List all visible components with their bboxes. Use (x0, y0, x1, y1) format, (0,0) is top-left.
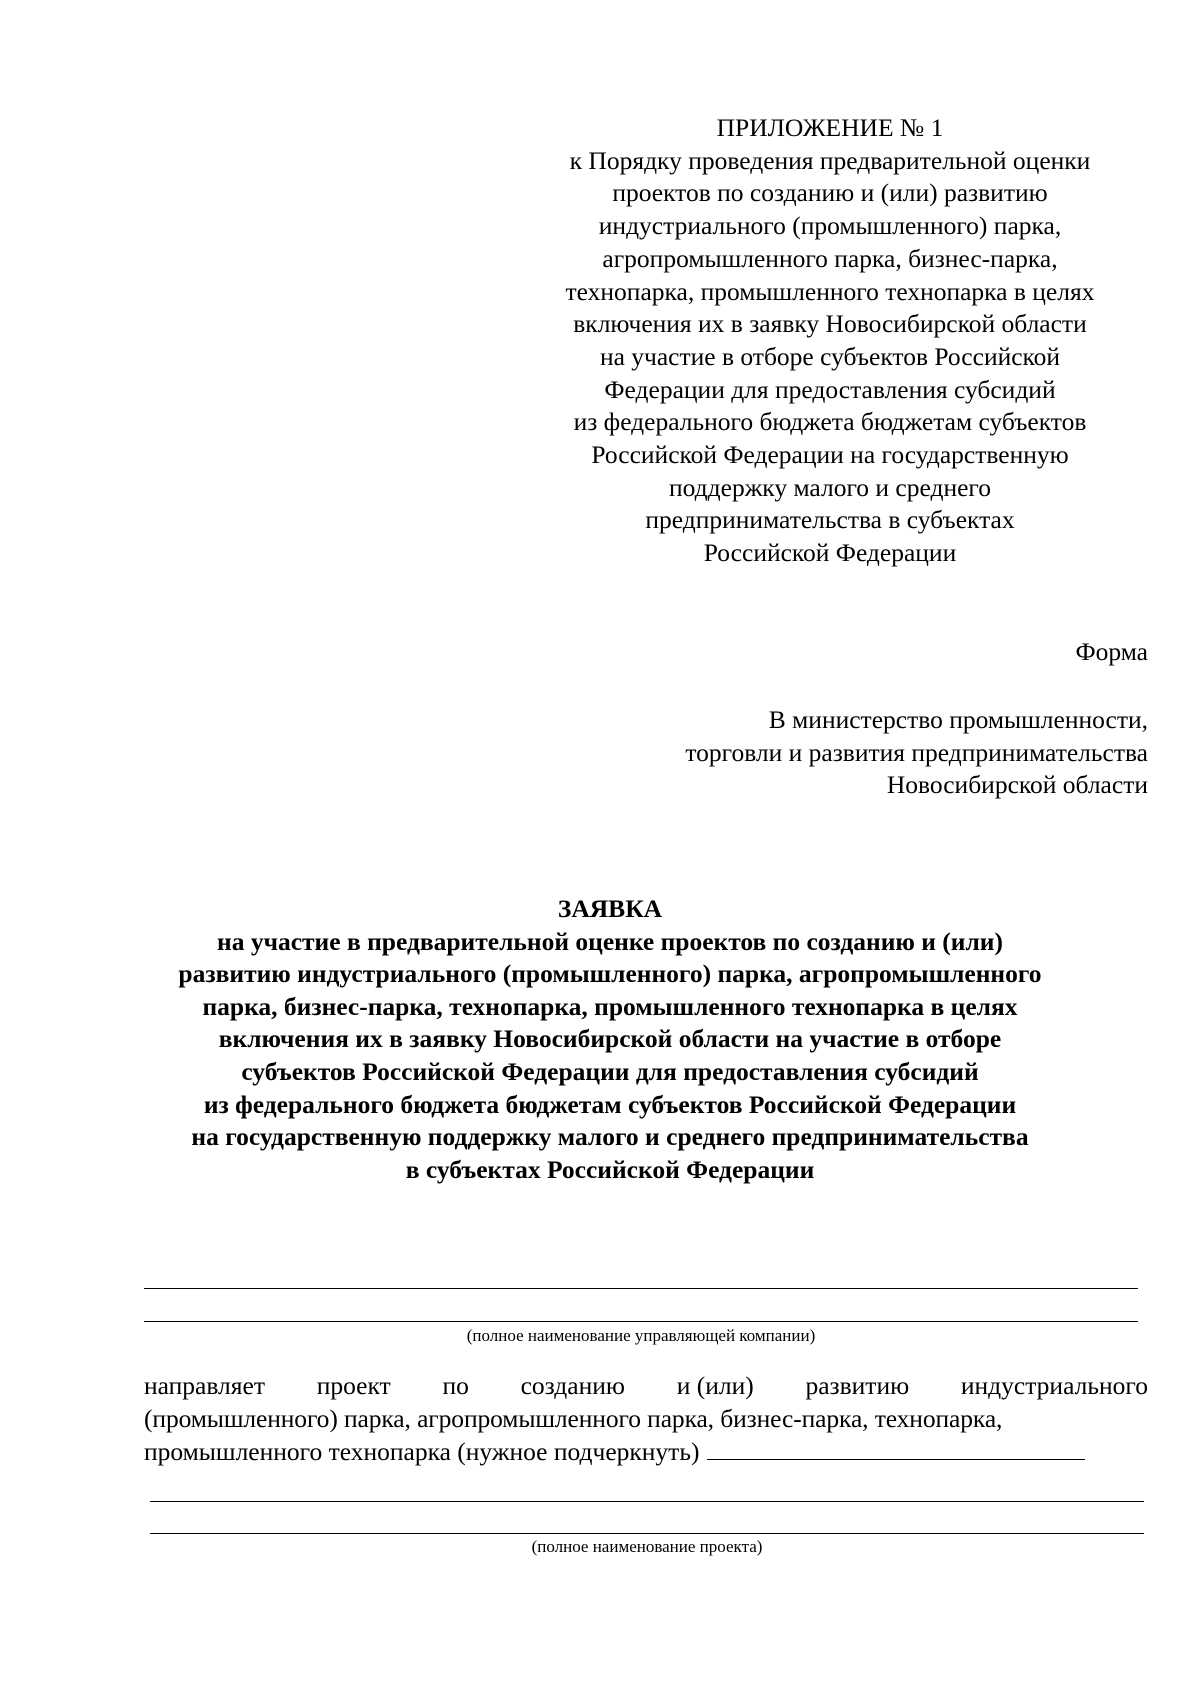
body-word: направляет (144, 1371, 265, 1400)
company-name-line-1[interactable] (144, 1288, 1138, 1289)
project-name-line-2[interactable] (150, 1533, 1144, 1534)
body-word: созданию (520, 1371, 625, 1400)
title-line: из федерального бюджета бюджетам субъектов Российской Федерации (203, 1089, 1017, 1119)
title-line: на государственную поддержку малого и среднего предпринимательства (191, 1122, 1029, 1152)
appendix-header (540, 112, 1120, 570)
body-line-2: (промышленного) парка, агропромышленного парка, бизнес-парка, технопарка, (144, 1404, 1003, 1433)
company-name-caption: (полное наименование управляющей компании) (466, 1326, 816, 1345)
addressee-line: В министерство промышленности, (768, 705, 1148, 734)
appendix-line: проектов по созданию и (или) развитию (612, 178, 1048, 208)
body-word: развитию (805, 1371, 910, 1400)
appendix-line: Российской Федерации на государственную (591, 440, 1069, 470)
project-underline-fill[interactable] (707, 1437, 1085, 1460)
body-line-1 (144, 1369, 1148, 1402)
appendix-line: к Порядку проведения предварительной оценки (569, 145, 1091, 175)
title-line: на участие в предварительной оценке проектов по созданию и (или) (217, 926, 1003, 956)
body-word: и (или) (676, 1371, 754, 1400)
title-line: в субъектах Российской Федерации (405, 1154, 815, 1184)
appendix-line: предпринимательства в субъектах (645, 505, 1015, 535)
body-word: индустриального (960, 1371, 1148, 1400)
body-word: проект (316, 1371, 391, 1400)
appendix-line: агропромышленного парка, бизнес-парка, (602, 243, 1058, 273)
project-name-caption: (полное наименование проекта) (531, 1537, 763, 1556)
body-paragraph (144, 1369, 1148, 1468)
title-line: развитию индустриального (промышленного) парка, агропромышленного (178, 959, 1042, 989)
appendix-line: из федерального бюджета бюджетам субъектов (573, 407, 1087, 437)
addressee-block (685, 704, 1148, 802)
appendix-line: индустриального (промышленного) парка, (598, 211, 1062, 241)
appendix-line: технопарка, промышленного технопарка в целях (565, 276, 1095, 306)
title-line: субъектов Российской Федерации для предоставления субсидий (241, 1056, 979, 1086)
body-line-3-text: промышленного технопарка (нужное подчеркнуть) (144, 1437, 700, 1466)
title-line: парка, бизнес-парка, технопарка, промышленного технопарка в целях (202, 991, 1018, 1021)
addressee-line: торговли и развития предпринимательства (685, 737, 1148, 767)
body-word: по (442, 1371, 469, 1400)
appendix-line: Российской Федерации (703, 538, 957, 568)
project-name-line-1[interactable] (150, 1501, 1144, 1502)
title-line: включения их в заявку Новосибирской области на участие в отборе (218, 1024, 1002, 1054)
form-label: Форма (1075, 637, 1148, 666)
title-heading: ЗАЯВКА (557, 894, 663, 923)
appendix-line: на участие в отборе субъектов Российской (599, 341, 1061, 371)
document-title (120, 893, 1100, 1186)
appendix-line: ПРИЛОЖЕНИЕ № 1 (716, 113, 944, 142)
addressee-line: Новосибирской области (886, 770, 1148, 800)
appendix-line: Федерации для предоставления субсидий (604, 374, 1056, 404)
company-name-line-2[interactable] (144, 1321, 1138, 1322)
body-line-3 (144, 1435, 1148, 1468)
appendix-line: поддержку малого и среднего (669, 472, 991, 502)
appendix-line: включения их в заявку Новосибирской области (573, 309, 1087, 339)
